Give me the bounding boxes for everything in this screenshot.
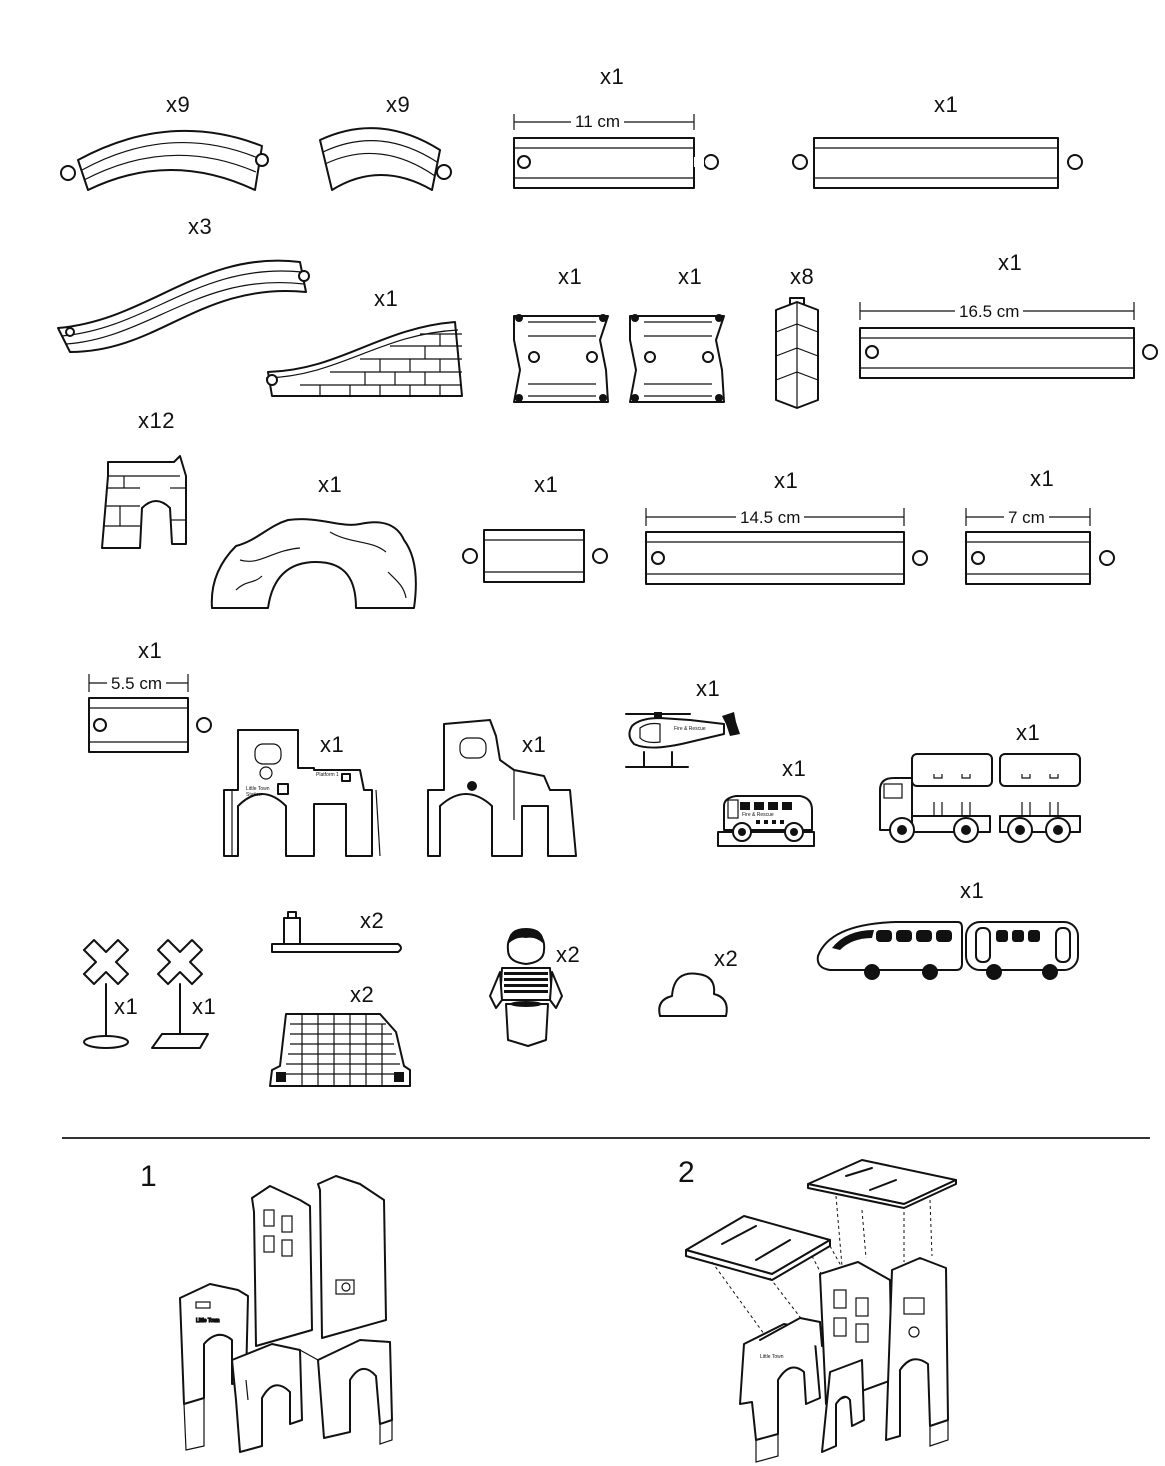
qty-barrier: x2 (360, 908, 385, 933)
assembly-step-1-illustration (180, 1176, 392, 1452)
curved-track-small (320, 128, 451, 190)
straight-track-long (793, 138, 1082, 188)
qty-straight-5: x1 (138, 638, 163, 663)
qty-straight-14: x1 (774, 468, 799, 493)
bus-fire-rescue-text: Fire & Rescue (742, 812, 774, 818)
curved-track-large (61, 131, 268, 190)
qty-support: x12 (138, 408, 175, 433)
qty-curve-small: x9 (386, 92, 411, 117)
bus (718, 796, 814, 846)
qty-ramp-wall: x1 (374, 286, 399, 311)
figure (490, 928, 562, 1046)
qty-sign-a: x1 (114, 994, 139, 1019)
dim-straight-16: 16.5 cm (955, 303, 1023, 320)
station-name-text: Little Town Station (246, 786, 270, 798)
straight-track-short (463, 530, 607, 582)
qty-bridge-a: x1 (558, 264, 583, 289)
helicopter (626, 712, 740, 767)
qty-figure: x2 (556, 942, 581, 967)
bridge-connector-b (630, 314, 724, 402)
qty-bridge-b: x1 (678, 264, 703, 289)
fire-station-building (428, 720, 576, 856)
platform-text: Platform 1 (316, 772, 339, 778)
qty-bus: x1 (782, 756, 807, 781)
assembly-step-2-illustration (686, 1160, 956, 1462)
qty-straight-long-top: x1 (934, 92, 959, 117)
step-1-number: 1 (140, 1160, 157, 1193)
qty-fire-station: x1 (522, 732, 547, 757)
qty-tunnel: x1 (318, 472, 343, 497)
track-support (102, 456, 186, 548)
qty-cloud: x2 (714, 946, 739, 971)
qty-helicopter: x1 (696, 676, 721, 701)
bridge-connector-a (514, 314, 608, 402)
ramp-track-with-wall (266, 322, 462, 396)
qty-pillar: x8 (790, 264, 815, 289)
train (818, 922, 1078, 980)
truck (880, 754, 1080, 842)
qty-sign-b: x1 (192, 994, 217, 1019)
qty-curve-large: x9 (166, 92, 191, 117)
qty-straight-16: x1 (998, 250, 1023, 275)
qty-straight-7: x1 (1030, 466, 1055, 491)
qty-ramp: x3 (188, 214, 213, 239)
svg-text:Little Town: Little Town (196, 1318, 220, 1324)
dim-straight-7: 7 cm (1004, 509, 1049, 526)
qty-train: x1 (960, 878, 985, 903)
cloud (659, 973, 727, 1016)
brick-wall (270, 1014, 410, 1086)
qty-truck: x1 (1016, 720, 1041, 745)
dim-straight-5: 5.5 cm (107, 675, 166, 692)
qty-wall: x2 (350, 982, 375, 1007)
ramp-track (58, 261, 309, 352)
pillar-block (776, 298, 818, 408)
helicopter-fire-rescue-text: Fire & Rescue (674, 726, 706, 732)
qty-straight-short: x1 (534, 472, 559, 497)
tunnel (212, 519, 416, 608)
step-2-number: 2 (678, 1156, 695, 1189)
qty-straight-11: x1 (600, 64, 625, 89)
qty-station: x1 (320, 732, 345, 757)
dim-straight-11: 11 cm (571, 113, 624, 130)
dim-straight-14: 14.5 cm (736, 509, 804, 526)
svg-text:Little Town: Little Town (760, 1354, 784, 1360)
